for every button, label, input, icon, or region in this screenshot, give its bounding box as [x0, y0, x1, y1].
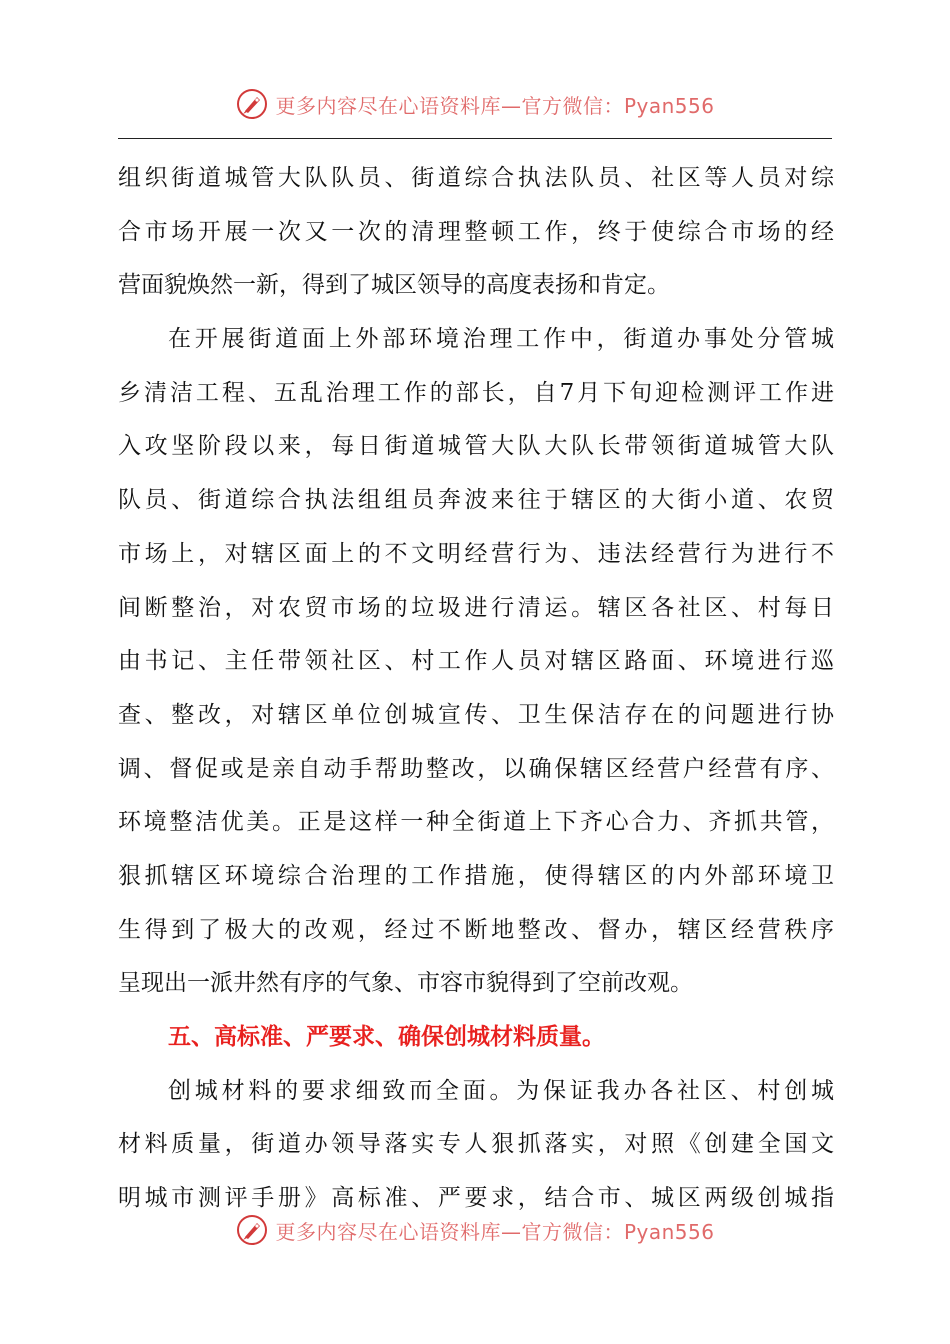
text-line: 狠抓辖区环境综合治理的工作措施，使得辖区的内外部环境卫 — [118, 862, 834, 889]
footer-banner — [0, 1208, 950, 1252]
text-line: 明城市测评手册》高标准、严要求，结合市、城区两级创城指 — [118, 1185, 834, 1212]
footer-banner-text: 更多内容尽在心语资料库—官方微信：Pyan556 — [275, 1219, 715, 1244]
pen-nib-logo-icon — [235, 1213, 269, 1247]
text-line: 营面貌焕然一新，得到了城区领导的高度表扬和肯定。 — [118, 272, 670, 299]
text-line: 调、督促或是亲自动手帮助整改，以确保辖区经营户经营有序、 — [118, 755, 834, 782]
text-line: 入攻坚阶段以来，每日街道城管大队大队长带领街道城管大队 — [118, 433, 834, 460]
paragraph-environment — [118, 313, 834, 1011]
text-line: 材料质量，街道办领导落实专人狠抓落实，对照《创建全国文 — [118, 1131, 834, 1158]
paragraph-continuation — [118, 152, 834, 313]
text-line: 环境整洁优美。正是这样一种全街道上下齐心合力、齐抓共管， — [118, 809, 834, 836]
text-line: 生得到了极大的改观，经过不断地整改、督办，辖区经营秩序 — [118, 916, 834, 943]
section-heading: 五、高标准、严要求、确保创城材料质量。 — [168, 1024, 605, 1050]
text-line: 队员、街道综合执法组组员奔波来往于辖区的大街小道、农贸 — [118, 487, 834, 514]
header-divider — [118, 138, 832, 139]
document-body — [118, 152, 834, 1226]
paragraph-materials — [118, 1065, 834, 1226]
text-line: 乡清洁工程、五乱治理工作的部长，自7月下旬迎检测评工作进 — [118, 379, 834, 406]
text-line: 间断整治，对农贸市场的垃圾进行清运。辖区各社区、村每日 — [118, 594, 834, 621]
text-line: 查、整改，对辖区单位创城宣传、卫生保洁存在的问题进行协 — [118, 701, 834, 728]
text-line: 合市场开展一次又一次的清理整顿工作，终于使综合市场的经 — [118, 218, 834, 245]
text-line: 呈现出一派井然有序的气象、市容市貌得到了空前改观。 — [118, 970, 693, 997]
text-line: 组织街道城管大队队员、街道综合执法队员、社区等人员对综 — [118, 165, 834, 191]
text-line: 创城材料的要求细致而全面。为保证我办各社区、村创城 — [168, 1077, 834, 1104]
pen-nib-logo-icon — [235, 87, 269, 121]
header-banner-text: 更多内容尽在心语资料库—官方微信：Pyan556 — [275, 93, 715, 118]
text-line: 市场上，对辖区面上的不文明经营行为、违法经营行为进行不 — [118, 540, 834, 567]
text-line: 在开展街道面上外部环境治理工作中，街道办事处分管城 — [168, 326, 834, 353]
text-line: 由书记、主任带领社区、村工作人员对辖区路面、环境进行巡 — [118, 648, 834, 675]
header-banner — [0, 82, 950, 126]
